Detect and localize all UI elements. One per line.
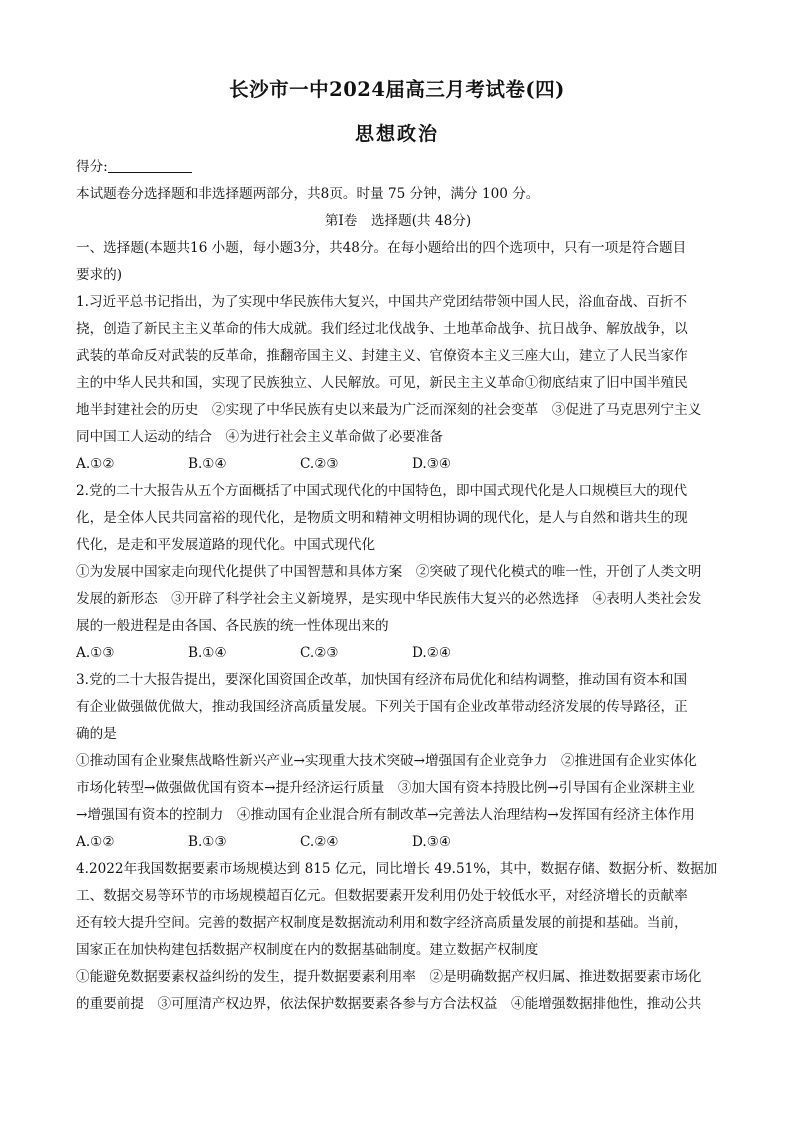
instruction-line: 一、选择题(本题共16 小题，每小题3分，共48分。在每小题给出的四个选项中，只有一项是符合题目 <box>76 240 687 256</box>
question-2 <box>76 478 720 667</box>
question-line: 工、数据交易等环节的市场规模超百亿元。但数据要素开发利用仍处于较低水平，对经济增长的贡献率 <box>76 888 688 904</box>
option-c[interactable]: C.②③ <box>300 456 339 472</box>
question-line: →增强国有资本的控制力 ④推动国有企业混合所有制改革→完善法人治理结构→发挥国有经济主体作用 <box>76 807 695 823</box>
question-4 <box>76 856 720 1018</box>
option-c[interactable]: C.②③ <box>300 645 339 661</box>
question-line: 主的中华人民共和国，实现了民族独立、人民解放。可见，新民主主义革命①彻底结束了旧中国半殖民 <box>76 375 688 391</box>
question-1 <box>76 289 720 478</box>
option-d[interactable]: D.③④ <box>412 834 452 850</box>
question-line: 有企业做强做优做大，推动我国经济高质量发展。下列关于国有企业改革带动经济发展的传导路径，正 <box>76 699 688 715</box>
question-line: 化，是全体人民共同富裕的现代化，是物质文明和精神文明相协调的现代化，是人与自然和谐共生的现 <box>76 510 688 526</box>
answer-options <box>76 451 720 478</box>
exam-content <box>76 154 720 1018</box>
question-line: 还有较大提升空间。完善的数据产权制度是数据流动利用和数字经济高质量发展的前提和基础。当前， <box>76 915 688 931</box>
intro-text: 本试题卷分选择题和非选择题两部分，共8页。时量 75 分钟，满分 100 分。 <box>76 186 540 202</box>
subject-title: 思想政治 <box>354 123 439 145</box>
question-line: 1.习近平总书记指出，为了实现中华民族伟大复兴，中国共产党团结带领中国人民，浴血奋战、百折不 <box>76 294 688 310</box>
question-line: 展的一般进程是由各国、各民族的统一性体现出来的 <box>76 618 389 634</box>
question-line: 挠，创造了新民主主义革命的伟大成就。我们经过北伐战争、土地革命战争、抗日战争、解放战争，以 <box>76 321 688 337</box>
question-line: 地半封建社会的历史 ②实现了中华民族有史以来最为广泛而深刻的社会变革 ③促进了马克思列宁主义 <box>76 402 702 418</box>
option-d[interactable]: D.②④ <box>412 645 452 661</box>
option-b[interactable]: B.①④ <box>188 645 227 661</box>
question-3 <box>76 667 720 856</box>
question-line: ①为发展中国家走向现代化提供了中国智慧和具体方案 ②突破了现代化模式的唯一性，开创了人类文明 <box>76 564 702 580</box>
question-line: 的重要前提 ③可厘清产权边界，依法保护数据要素各参与方合法权益 ④能增强数据排他性，推动公共 <box>76 996 702 1012</box>
option-a[interactable]: A.①③ <box>76 645 115 661</box>
answer-options <box>76 640 720 667</box>
option-b[interactable]: B.①③ <box>188 834 227 850</box>
question-line: 国家正在加快构建包括数据产权制度在内的数据基础制度。建立数据产权制度 <box>76 942 539 958</box>
exam-title: 长沙市一中2024届高三月考试卷(四) <box>229 78 565 101</box>
question-line: 代化，是走和平发展道路的现代化。中国式现代化 <box>76 537 376 553</box>
option-a[interactable]: A.①② <box>76 456 115 472</box>
option-d[interactable]: D.③④ <box>412 456 452 472</box>
question-line: 3.党的二十大报告提出，要深化国资国企改革，加快国有经济布局优化和结构调整，推动国有资本和国 <box>76 672 688 688</box>
score-label: 得分: <box>76 159 108 175</box>
question-line: ①能避免数据要素权益纠纷的发生，提升数据要素利用率 ②是明确数据产权归属、推进数据要素市场化 <box>76 969 702 985</box>
question-line: 同中国工人运动的结合 ④为进行社会主义革命做了必要准备 <box>76 429 444 445</box>
question-line: 确的是 <box>76 726 117 742</box>
section-title: 第Ⅰ卷 选择题(共 48分) <box>324 213 472 229</box>
question-line: 2.党的二十大报告从五个方面概括了中国式现代化的中国特色，即中国式现代化是人口规模巨大的现代 <box>76 483 688 499</box>
instruction-line: 要求的) <box>76 267 123 283</box>
question-line: ①推动国有企业聚焦战略性新兴产业→实现重大技术突破→增强国有企业竞争力 ②推进国有企业实体化 <box>76 753 697 769</box>
question-line: 武装的革命反对武装的反革命，推翻帝国主义、封建主义、官僚资本主义三座大山，建立了人民当家作 <box>76 348 688 364</box>
option-b[interactable]: B.①④ <box>188 456 227 472</box>
option-c[interactable]: C.②④ <box>300 834 339 850</box>
score-blank <box>108 158 192 173</box>
answer-options <box>76 829 720 856</box>
question-line: 4.2022年我国数据要素市场规模达到 815 亿元，同比增长 49.51%，其中，数据存储、数据分析、数据加 <box>76 861 718 877</box>
option-a[interactable]: A.①② <box>76 834 115 850</box>
question-line: 发展的新形态 ③开辟了科学社会主义新境界，是实现中华民族伟大复兴的必然选择 ④表明人类社会发 <box>76 591 702 607</box>
question-line: 市场化转型→做强做优国有资本→提升经济运行质量 ③加大国有资本持股比例→引导国有企业深耕主业 <box>76 780 695 796</box>
score-line <box>76 154 720 181</box>
